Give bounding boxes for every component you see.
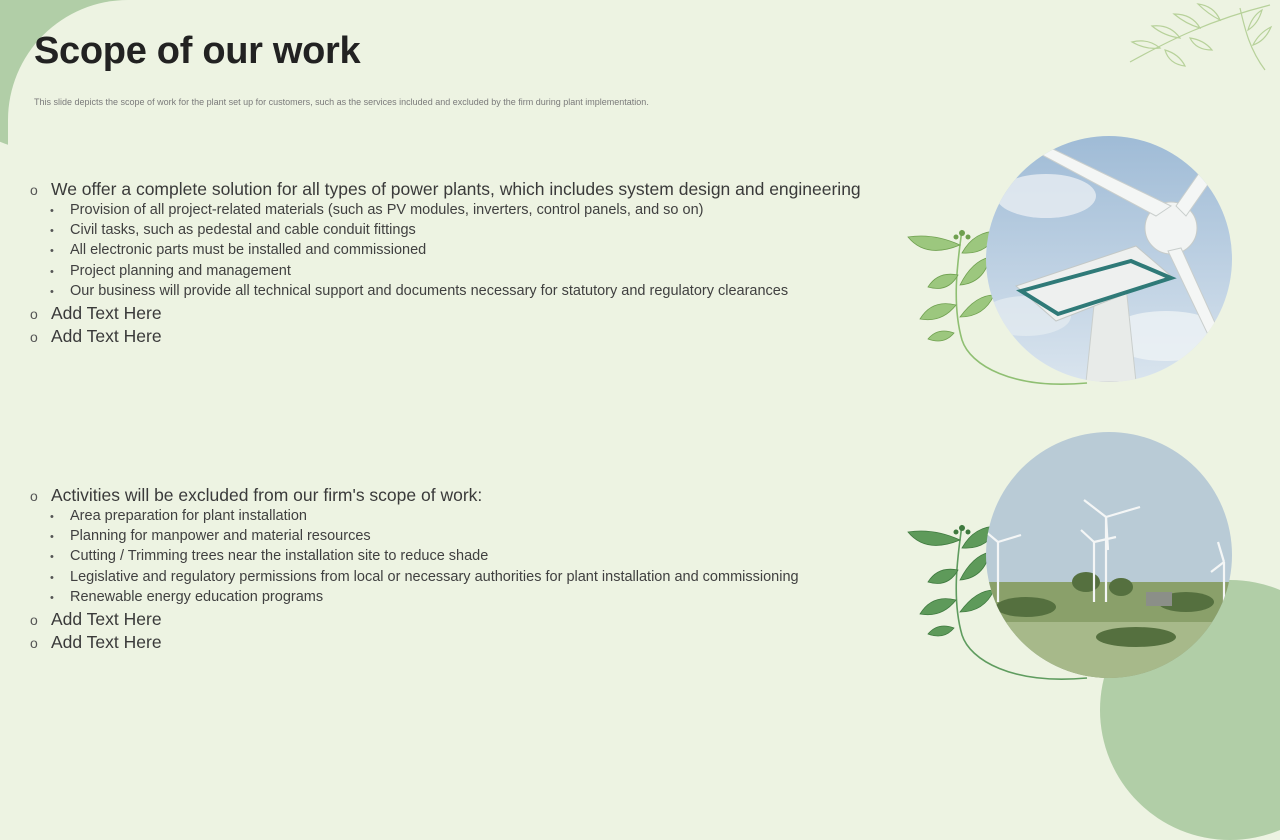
included-item: Provision of all project-related materials (such as PV modules, inverters, control panels, and so on) (70, 202, 704, 218)
list-item (30, 568, 890, 588)
list-item (30, 201, 890, 221)
included-item: All electronic parts must be installed and commissioned (70, 242, 427, 259)
list-item (30, 507, 890, 527)
circle-bullet-icon: o (30, 329, 38, 346)
dot-bullet-icon: • (50, 551, 54, 564)
page-title: Scope of our work (34, 30, 361, 72)
excluded-item: Renewable energy education programs (70, 588, 324, 605)
list-item (30, 241, 890, 261)
included-item: Project planning and management (70, 262, 291, 279)
excluded-item: Area preparation for plant installation (70, 508, 307, 524)
placeholder-text: Add Text Here (51, 326, 162, 347)
dot-bullet-icon: • (50, 285, 54, 298)
excluded-item: Cutting / Trimming trees near the installation site to reduce shade (70, 548, 489, 565)
placeholder-text: Add Text Here (51, 609, 162, 630)
excluded-heading: Activities will be excluded from our firm's scope of work: (51, 485, 483, 505)
excluded-item: Planning for manpower and material resources (70, 528, 371, 545)
circle-bullet-icon: o (30, 306, 38, 323)
excluded-item: Legislative and regulatory permissions from local or necessary authorities for plant installation and commissioning (70, 568, 799, 585)
list-item (30, 262, 890, 282)
placeholder-text: Add Text Here (51, 632, 162, 653)
dot-bullet-icon: • (50, 591, 54, 604)
included-item: Our business will provide all technical support and documents necessary for statutory and regulatory clearances (70, 282, 789, 299)
list-item (30, 302, 890, 325)
leaf-branch-icon (1120, 0, 1280, 80)
list-item (30, 221, 890, 241)
list-item (30, 527, 890, 547)
list-item (30, 282, 890, 302)
circle-bullet-icon: o (30, 612, 38, 629)
dot-bullet-icon: • (50, 571, 54, 584)
circle-bullet-icon: o (30, 488, 38, 504)
list-item (30, 325, 890, 348)
included-scope-list (30, 178, 890, 348)
dot-bullet-icon: • (50, 245, 54, 258)
dot-bullet-icon: • (50, 531, 54, 544)
dot-bullet-icon: • (50, 225, 54, 238)
included-item: Civil tasks, such as pedestal and cable conduit fittings (70, 222, 416, 239)
list-item (30, 631, 890, 654)
placeholder-text: Add Text Here (51, 303, 162, 324)
dot-bullet-icon: • (50, 511, 54, 523)
wind-turbine-closeup-image (986, 136, 1232, 382)
excluded-scope-list (30, 484, 890, 654)
list-item (30, 547, 890, 567)
dot-bullet-icon: • (50, 265, 54, 278)
circle-bullet-icon: o (30, 635, 38, 652)
included-heading: We offer a complete solution for all types of power plants, which includes system design and engineering (51, 179, 861, 199)
list-item (30, 608, 890, 631)
list-item (30, 588, 890, 608)
dot-bullet-icon: • (50, 205, 54, 217)
page-subtitle: This slide depicts the scope of work for the plant set up for customers, such as the services included and excluded by the firm during plant implementation. (34, 97, 649, 107)
list-item (30, 484, 890, 507)
circle-bullet-icon: o (30, 182, 38, 198)
wind-farm-image (986, 432, 1232, 678)
list-item (30, 178, 890, 201)
